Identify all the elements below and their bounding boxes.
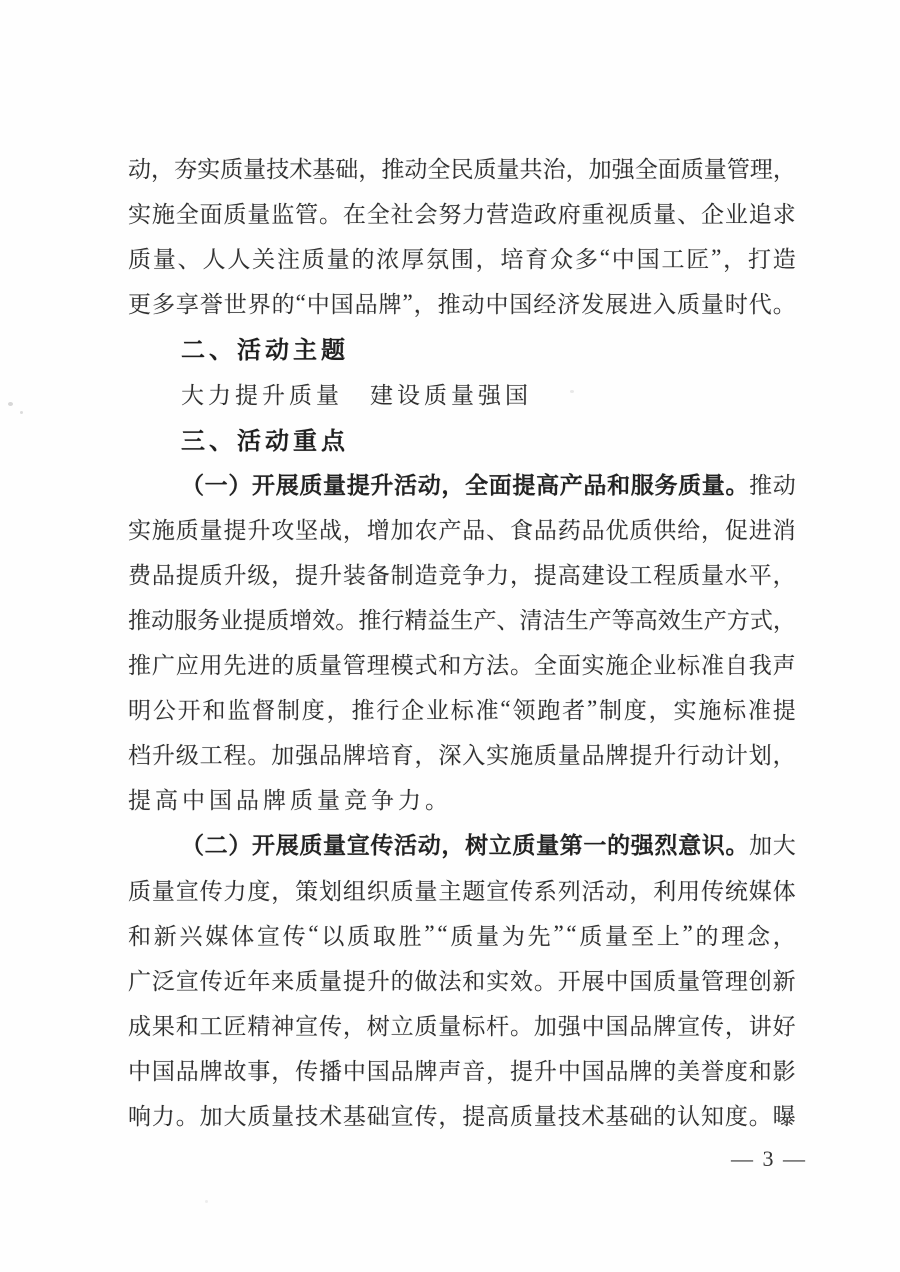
text-line: 更 多 享 誉 世 界 的 “ 中 国 品 牌 ” ， 推 动 中 国 经 济 发 展 进 入 质 量 时 代 。 (128, 289, 796, 318)
text-line: 质 量 、 人 人 关 注 质 量 的 浓 厚 氛 围 ， 培 育 众 多 “ 中 国 工 匠 ” ， 打 造 (128, 244, 796, 273)
text-line: 费 品 提 质 升 级 ， 提 升 装 备 制 造 竞 争 力 ， 提 高 建 设 工 程 质 量 水 平 ， (128, 562, 796, 588)
scan-speck (570, 390, 574, 393)
text-line: （ 二 ） 开 展 质 量 宣 传 活 动 ， 树 立 质 量 第 一 的 强 烈 意 识 。 加 大 (181, 833, 796, 859)
scan-speck (8, 402, 13, 406)
text-line: 实 施 质 量 提 升 攻 坚 战 ， 增 加 农 产 品 、 食 品 药 品 优 质 供 给 ， 促 进 消 (128, 517, 796, 543)
text-line: 推 广 应 用 先 进 的 质 量 管 理 模 式 和 方 法 。 全 面 实 施 企 业 标 准 自 我 声 (128, 653, 796, 679)
text-line: 和 新 兴 媒 体 宣 传 “ 以 质 取 胜 ” “ 质 量 为 先 ” “ 质 量 至 上 ” 的 理 念 ， (128, 921, 796, 949)
text-line: 实 施 全 面 质 量 监 管 。 在 全 社 会 努 力 营 造 政 府 重 视 质 量 、 企 业 追 求 (128, 202, 796, 228)
text-line: （ 一 ） 开 展 质 量 提 升 活 动 ， 全 面 提 高 产 品 和 服 务 质 量 。 推 动 (181, 472, 796, 498)
text-line: 成 果 和 工 匠 精 神 宣 传 ， 树 立 质 量 标 杆 。 加 强 中 国 品 牌 宣 传 ， 讲 好 (128, 1013, 796, 1039)
text-block (128, 145, 796, 1137)
heading-line: 二、活动主题 (181, 337, 349, 365)
text-line: 提高中国品牌质量竞争力。 (128, 788, 452, 814)
text-line: 推 动 服 务 业 提 质 增 效 。 推 行 精 益 生 产 、 清 洁 生 产 等 高 效 生 产 方 式 ， (128, 607, 796, 633)
text-line: 档 升 级 工 程 。 加 强 品 牌 培 育 ， 深 入 实 施 质 量 品 牌 提 升 行 动 计 划 ， (128, 743, 796, 769)
text-line: 质 量 宣 传 力 度 ， 策 划 组 织 质 量 主 题 宣 传 系 列 活 动 ， 利 用 传 统 媒 体 (128, 878, 796, 904)
text-line: 动 ， 夯 实 质 量 技 术 基 础 ， 推 动 全 民 质 量 共 治 ， 加 强 全 面 质 量 管 理 ， (128, 157, 796, 183)
text-line: 广 泛 宣 传 近 年 来 质 量 提 升 的 做 法 和 实 效 。 开 展 中 国 质 量 管 理 创 新 (128, 968, 796, 994)
page-number: — 3 — (731, 1146, 807, 1171)
text-line: 响 力 。 加 大 质 量 技 术 基 础 宣 传 ， 提 高 质 量 技 术 基 础 的 认 知 度 。 曝 (128, 1104, 796, 1130)
text-line: 中 国 品 牌 故 事 ， 传 播 中 国 品 牌 声 音 ， 提 升 中 国 品 牌 的 美 誉 度 和 影 (128, 1058, 796, 1084)
scan-speck (205, 1200, 208, 1203)
text-line: 明 公 开 和 监 督 制 度 ， 推 行 企 业 标 准 “ 领 跑 者 ” 制 度 ， 实 施 标 准 提 (128, 695, 796, 724)
scan-speck (20, 411, 23, 414)
heading-line: 三、活动重点 (181, 427, 349, 455)
text-line: 大力提升质量 建设质量强国 (181, 382, 532, 408)
